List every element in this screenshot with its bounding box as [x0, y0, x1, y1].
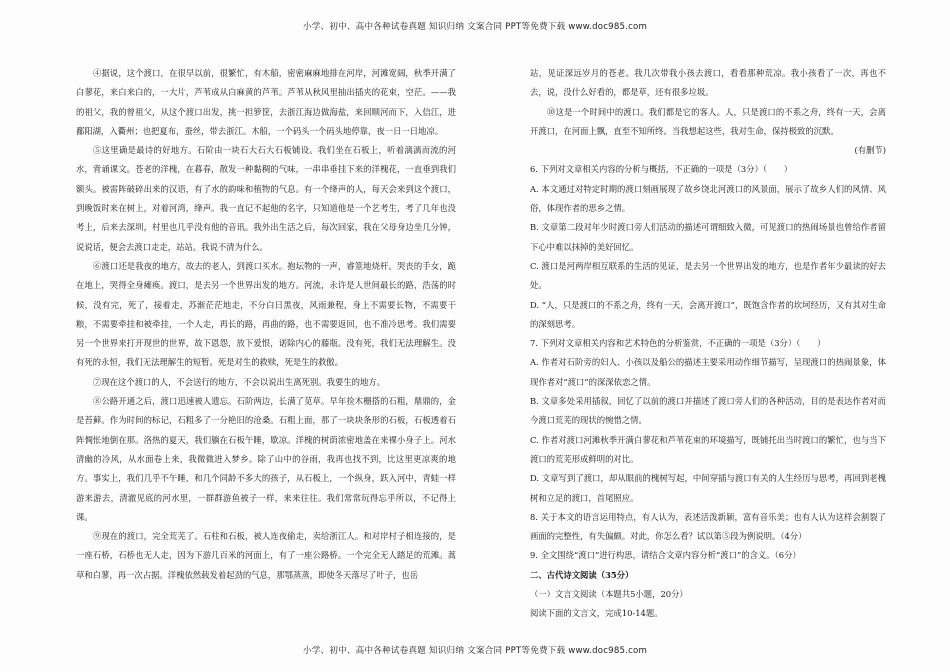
question-7: 7. 下列对文章相关内容和艺术特色的分析鉴赏，不正确的一项是（3分）（ ） [530, 338, 826, 349]
continuation-paragraph: 站，见证深远岁月的苍老。我几次带我小孩去渡口，看看那种荒凉。我小孩看了一次，再也不去，说，没什么好看的，都是草，还有很多垃圾。 [530, 68, 886, 98]
question-6: 6. 下列对文章相关内容的分析与概括，不正确的一项是（3分）（ ） [530, 164, 793, 175]
option-7c: C. 作者对渡口河滩秋季开满白蓼花和芦苇花束的环境描写，既铺托出当时渡口的繁忙，也与当下渡口的荒芜形成鲜明的对比。 [530, 434, 886, 464]
option-6c: C. 渡口是河两岸相互联系的生活的见证，是去另一个世界出发的地方，也是作者年少最读的好去处。 [530, 260, 886, 291]
paragraph-8: ⑧公路开通之后，渡口迅速被人遗忘。石阶两边，长满了苋草。早年捡木栅搭的石粗，鼎鼎的，金是苔藓。作为时间的标记，石粗多了一分艳旧的沧桑。石粗上面，那了一块块条形的石板，石板透着石阵惆怅地倒在那。洛热的夏天，我们躺在石板午睡，歇凉。洋槐的树荫浓密地盖在来裸小身子上。河水清幽的冷风，从水面卷上来，我微微进入梦乡。除了山中的谷雨，我再也找不到，比这里更凉爽的地方。事实上，我们几乎不午睡，和几个同龄不多大的孩子，从石板上，一个纵身，跃入河中，青蛙一样游来游去，清澈见底的河水里，一群群游鱼被子一样，来来往往。我们常常玩得忘乎所以，不记得上课。 [76, 396, 456, 522]
sub-title: （一）文言文阅读（本题共5小题，20分） [530, 589, 688, 600]
footer-banner: 小学、初中、高中各种试卷真题 知识归纳 文案合同 PPT等免费下载 www.doc985.com [302, 646, 648, 656]
abridged-note: (有删节) [854, 145, 886, 156]
option-7b: B. 文章多处采用插叙，回忆了以前的渡口并描述了渡口旁人们的各种活动，目的是表达作者对而今渡口荒芜的现状的惋惜之情。 [530, 396, 886, 426]
question-8: 8. 关于本文的语言运用特点，有人认为，表述活泼新颖，富有音乐美；也有人认为这样会割裂了画面的完整性，有失偏颇。对此，你怎么看？试以第⑤段为例说明。（4分） [530, 511, 886, 542]
option-6a: A. 本文通过对特定时期的渡口刻画展现了故乡饶北河渡口的风景面，展示了故乡人们的风情、风俗，体现作者的思乡之情。 [530, 183, 886, 214]
option-6d: D. “人，只是渡口的不系之舟，终有一天，会离开渡口”，既饱含作者的坎坷经历，又有其对生命的深刻思考。 [530, 299, 886, 329]
left-column [76, 64, 456, 639]
reading-instruction: 阅读下面的文言文，完成10-14题。 [530, 608, 663, 619]
paragraph-5: ⑤这里确是最诗的好地方。石阶由一块石大石大石板铺设。我们坐在石板上，听着漓漓而流的河水，背诵课文。苍老的洋槐，在暮春，散发一种黏稠的气味，一串串垂挂下来的洋槐花，一直垂到我们额头。被雷阵破碎出来的汉语，有了水的韵味和植物的气息。有一个绛声的人，每天会来到这个渡口，到晚饭时来在树上，对着河湾，绛声。我一直记不起他的名字，只知道他是一个艺考生，考了几年也没考上，后来去深圳，村里也几乎没有他的音讯。我外出生活之后，每次回家，我在父母身边坐几分钟，说说话，便会去渡口走走，站站。我说不清为什么。 [76, 145, 456, 252]
paragraph-6: ⑥渡口还是我夜的地方，故去的老人，到渡口买水。抱坛物的一声，睿筮地烧杆。哭丧的手女，跪在地上，哭得全身瘫痪。渡口，是去另一个世界出发的地方。河流，永许是人世间最长的路，浩荡的时候，没有完，死了，接着走，苏渐茫茫地走，不分白日黑夜，风雨兼程，身上不需要长物，不需要干粮，不需要牵挂和被牵挂，一个人走，再长的路，再曲的路，也不需要返回，也不准冷思考。我们需要另一个世界来打开现世的世界，故下恩怨，放下爱恨，诺除内心的藤瓶。没有死，我们无法理解生。没有死的永恒，我们无法理解生的短暂。死是对生的救赎，死是生的救傲。 [76, 260, 456, 368]
header-banner: 小学、初中、高中各种试卷真题 知识归纳 文案合同 PPT等免费下载 www.doc985.com [302, 22, 648, 32]
paragraph-7: ⑦现在这个渡口的人，不会送行的地方，不会以说出生离死别。我要生的地方。 [93, 376, 386, 387]
option-7a: A. 作者对石阶旁的妇人、小孩以及船公的描述主要采用动作细节描写，呈现渡口的热闹景象，体现作者对“渡口”的深深依恋之情。 [530, 357, 886, 387]
option-7d: D. 文章写到了渡口，却从眼前的槐树写起，中间穿插与渡口有关的人生经历与思考，再回到老槐树和立足的渡口，首尾照应。 [530, 473, 886, 503]
question-9: 9. 全文围绕“渡口”进行构思，请结合文章内容分析“渡口”的含义。（6分） [530, 550, 801, 561]
paragraph-4: ④据说，这个渡口，在很早以前，很繁忙，有木船，密密麻麻地排在河岸，河滩宽阔，秋季开满了白蓼花，来白来白的，一大片，芦苇成从白麻黄的芦苇。芦苇从秋风里抽出插夹的花束，空茫。——我的祖父，我的曾祖父，从这个渡口出发，挑一担箩筐，去浙江海边做海盐，来回顺河而下，入信江，进鄱阳湖，入衢州；也把夏布，蚕丝，带去浙江。木船，一个码头一个码头地停靠，夜一日一日地凉。 [76, 68, 456, 136]
paragraph-9: ⑨现在的渡口，完全荒芜了。石柱和石板，被人连夜偷走，卖给浙江人。和对岸村子相连接的，是一座石桥，石桥也无人走，因为下游几百米的河面上，有了一座公路桥。一个完全无人踏足的荒滩。蒿草和白蓼，再一次占据。洋槐依然载发着起劲的气息，那鄂蒸蒸，即使冬天落尽了叶子，也岳 [76, 531, 456, 580]
section-title: 二、古代诗文阅读（35分） [530, 569, 634, 580]
right-column [530, 64, 886, 639]
option-6b: B. 文章第二段对年少时渡口旁人们活动的描述可谓细致入微，可见渡口的热闹场景也曾给作者留下心中难以抹掉的美好回忆。 [530, 222, 886, 252]
paragraph-10: ⑩这是一个时间中的渡口。我们都是它的客人。人，只是渡口的不系之舟，终有一天，会离开渡口，在河面上飘，直至不知所终。当我想起这些，我对生命，保持极致的沉默。 [530, 106, 886, 136]
